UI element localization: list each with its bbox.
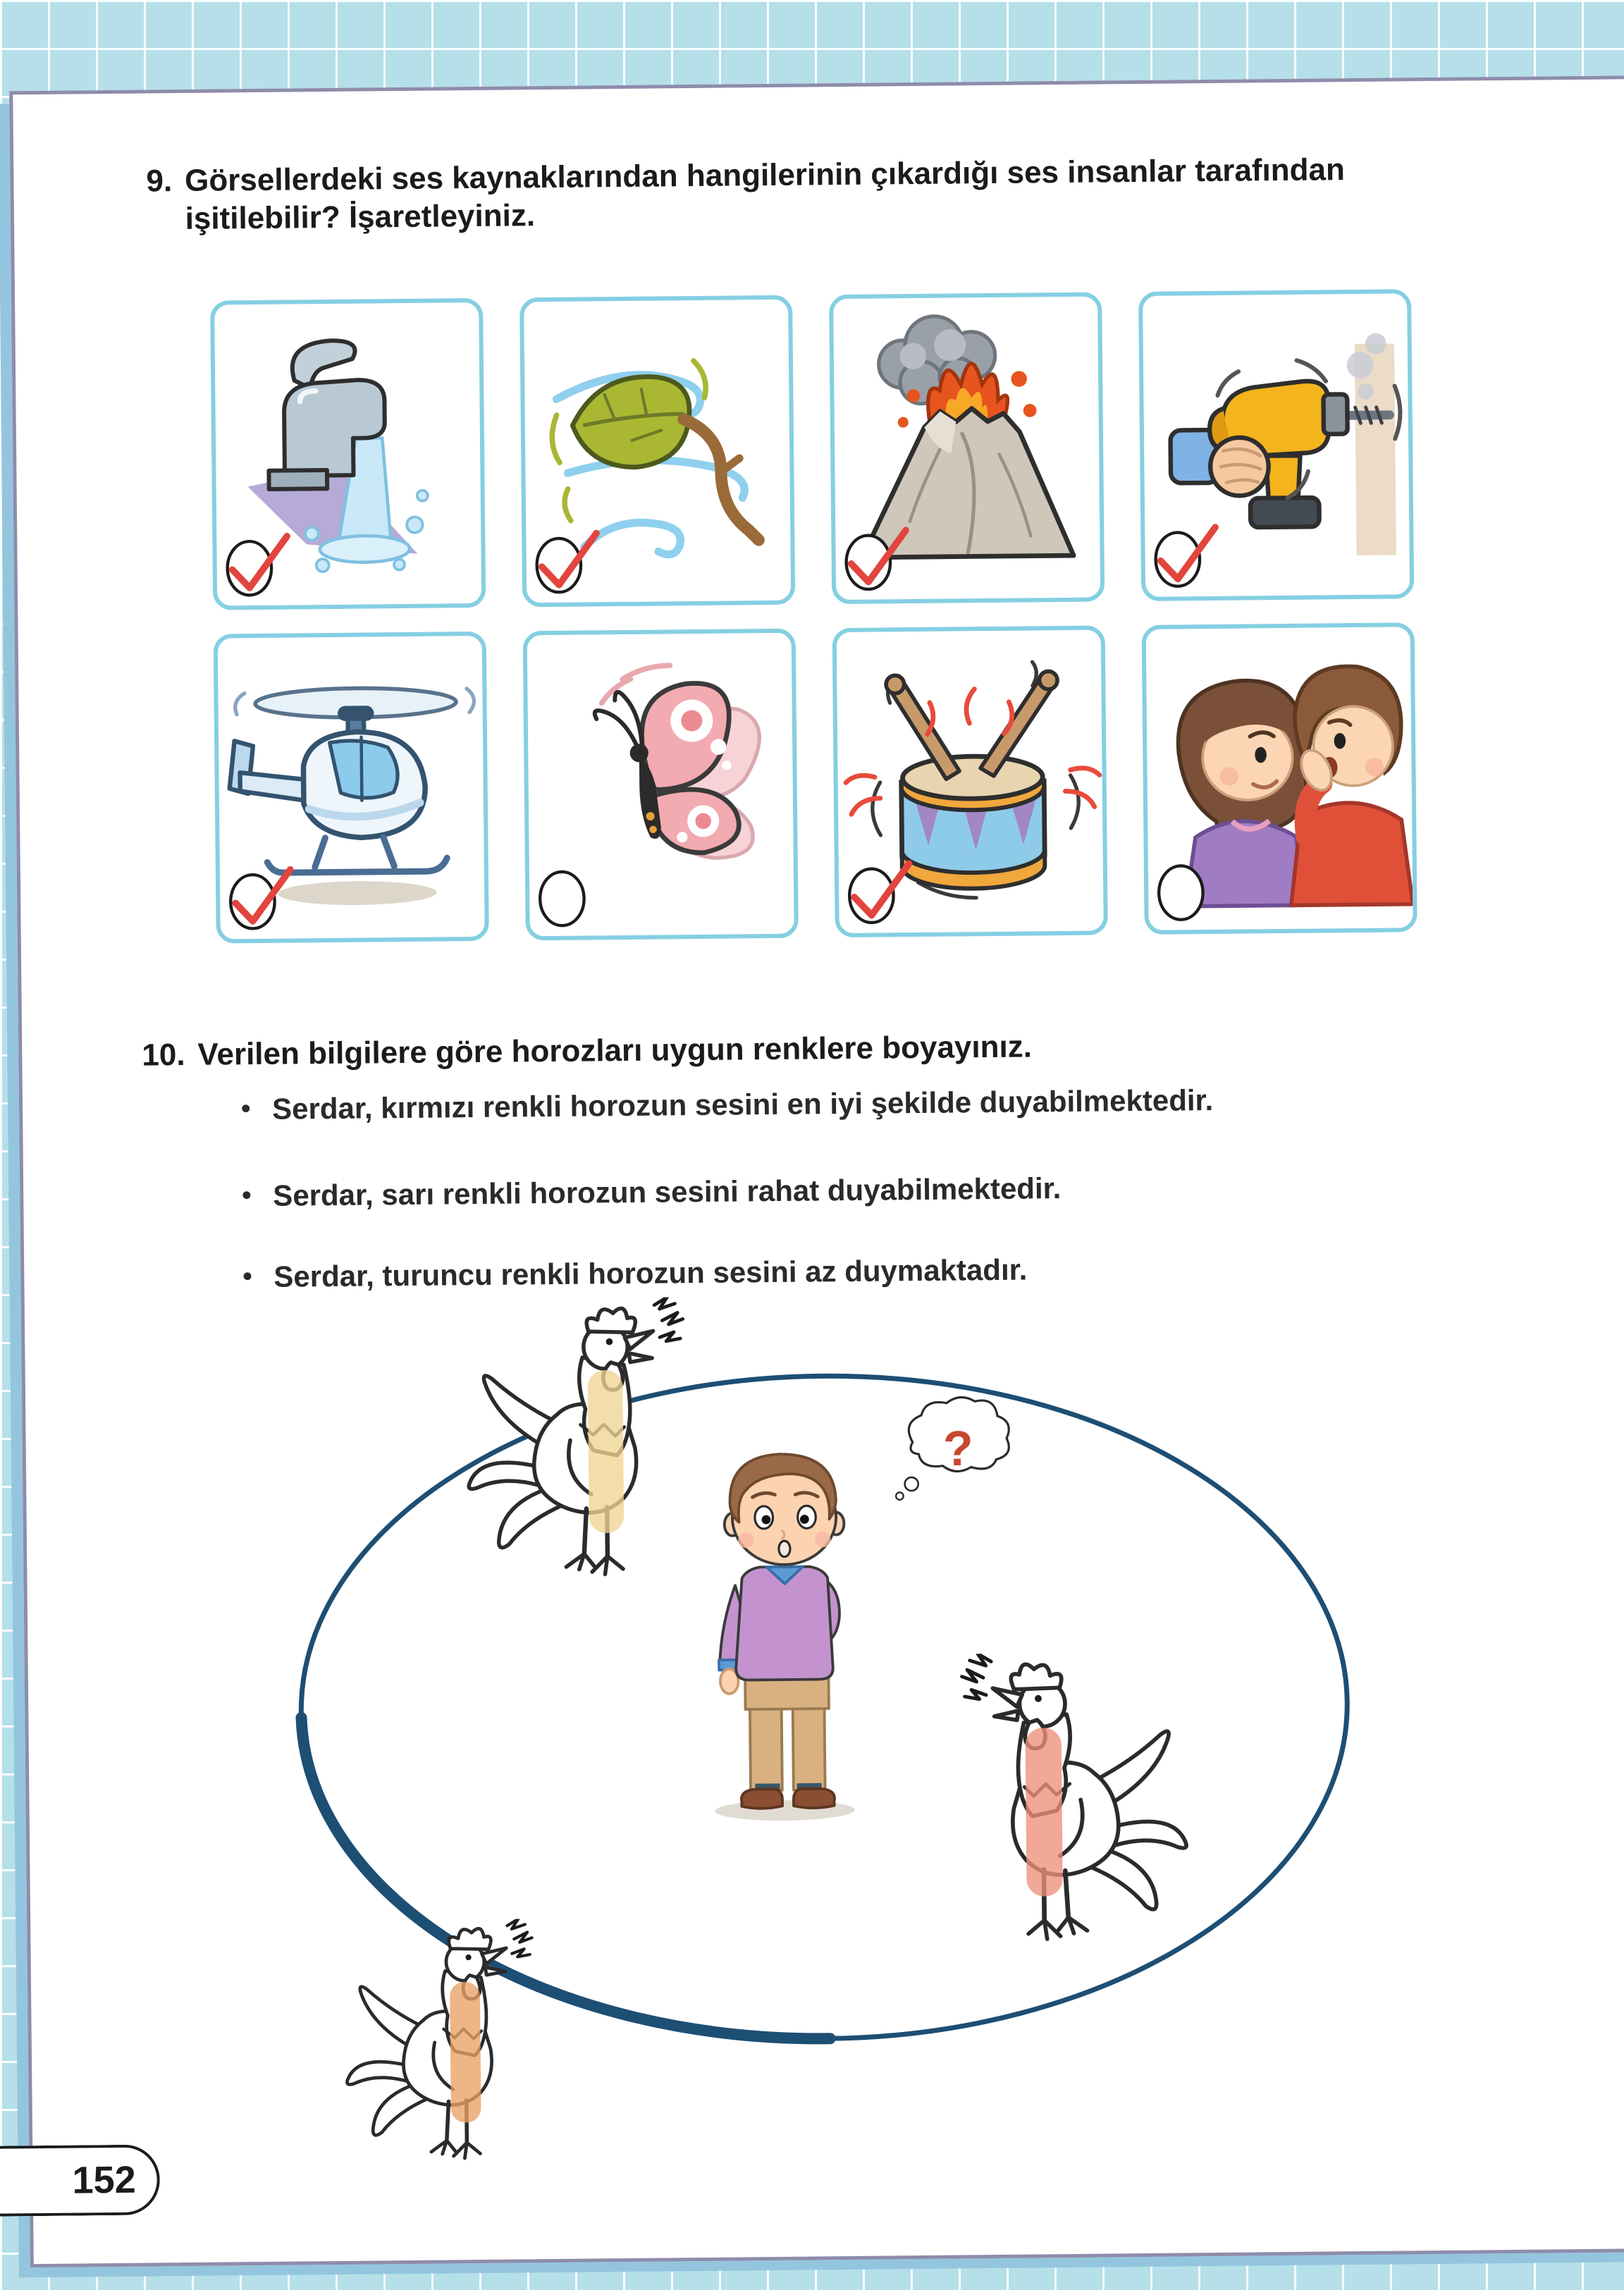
- thought-bubble: [884, 1389, 1030, 1518]
- page-number-badge: [0, 2144, 160, 2216]
- rooster-scene: [13, 79, 1624, 2264]
- question-mark: ?: [942, 1420, 974, 1477]
- rooster-bottom-left[interactable]: [325, 1919, 576, 2189]
- worksheet-page: [9, 75, 1624, 2267]
- question-9-number: 9.: [146, 164, 173, 199]
- bullet-orange-rooster: • Serdar, turuncu renkli horozun sesini az duymaktadır.: [223, 1252, 1027, 1296]
- question-10-number: 10.: [142, 1037, 185, 1073]
- boy-serdar: [661, 1417, 914, 1836]
- question-9-text: Görsellerdeki ses kaynaklarından hangilerinin çıkardığı ses insanlar tarafından işitilebilir? İşaretleyiniz.: [184, 152, 1346, 236]
- bullet-red-rooster: • Serdar, kırmızı renkli horozun sesini en iyi şekilde duyabilmektedir.: [221, 1082, 1214, 1128]
- question-10-text: Verilen bilgilere göre horozları uygun renklere boyayınız.: [197, 1029, 1033, 1072]
- page-number: 152: [72, 2158, 136, 2202]
- bullet-yellow-rooster: • Serdar, sarı renkli horozun sesini rahat duyabilmektedir.: [222, 1170, 1062, 1215]
- rooster-right[interactable]: [892, 1651, 1233, 1976]
